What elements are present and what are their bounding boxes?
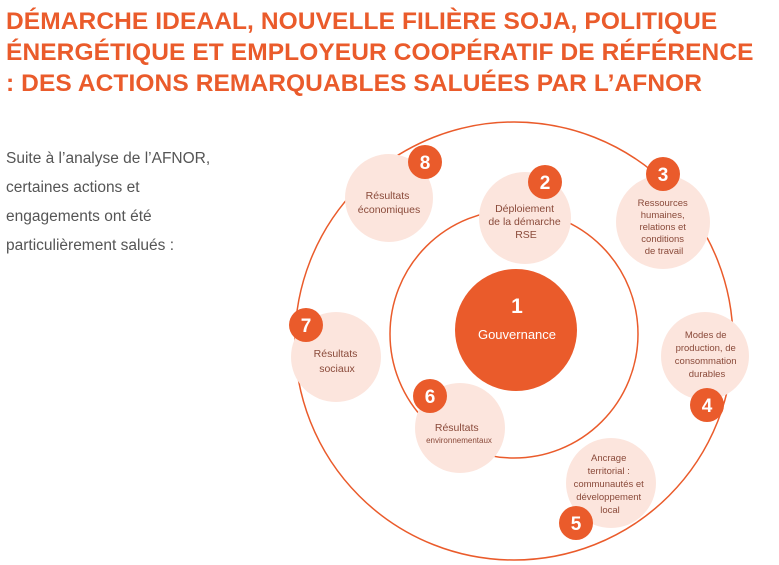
center-label: Gouvernance <box>477 327 557 342</box>
item-8-label: Résultats économiques <box>357 190 421 216</box>
intro-line: engagements ont été <box>6 208 152 225</box>
intro-line: Suite à l’analyse de l’AFNOR, <box>6 150 211 167</box>
intro-line: certaines actions et <box>6 179 140 196</box>
svg-text:7: 7 <box>300 316 312 337</box>
svg-text:2: 2 <box>539 173 551 194</box>
item-7-label: Résultats sociaux <box>313 348 358 375</box>
title-line: : DES ACTIONS REMARQUABLES SALUÉES PAR L’AFNOR <box>6 70 703 97</box>
title-line: ÉNERGÉTIQUE ET EMPLOYEUR COOPÉRATIF DE RÉFÉRENCE <box>6 39 754 66</box>
badge-item-8 <box>408 145 442 179</box>
svg-text:3: 3 <box>657 165 669 186</box>
badge-item-3 <box>646 157 680 191</box>
item-5-label: Ancrage territorial : communautés et développement local <box>573 453 644 516</box>
svg-text:4: 4 <box>701 396 713 417</box>
item-6-label: Résultats environnementaux <box>426 422 492 445</box>
item-4-label: Modes de production, de consommation durables <box>674 330 737 380</box>
item-2-label: Déploiement de la démarche RSE <box>488 203 561 241</box>
badge-item-2 <box>528 165 562 199</box>
center-number: 1 <box>511 295 523 318</box>
badge-item-7 <box>289 308 323 342</box>
title-line: DÉMARCHE IDEAAL, NOUVELLE FILIÈRE SOJA, POLITIQUE <box>6 8 718 35</box>
svg-text:6: 6 <box>424 387 436 408</box>
intro-line: particulièrement salués : <box>6 237 174 254</box>
svg-text:5: 5 <box>570 514 582 535</box>
item-3-label: Ressources humaines, relations et conditions de travail <box>637 198 688 257</box>
badge-item-6 <box>413 379 447 413</box>
badge-item-4 <box>690 388 724 422</box>
svg-text:8: 8 <box>419 153 431 174</box>
badge-item-5 <box>559 506 593 540</box>
